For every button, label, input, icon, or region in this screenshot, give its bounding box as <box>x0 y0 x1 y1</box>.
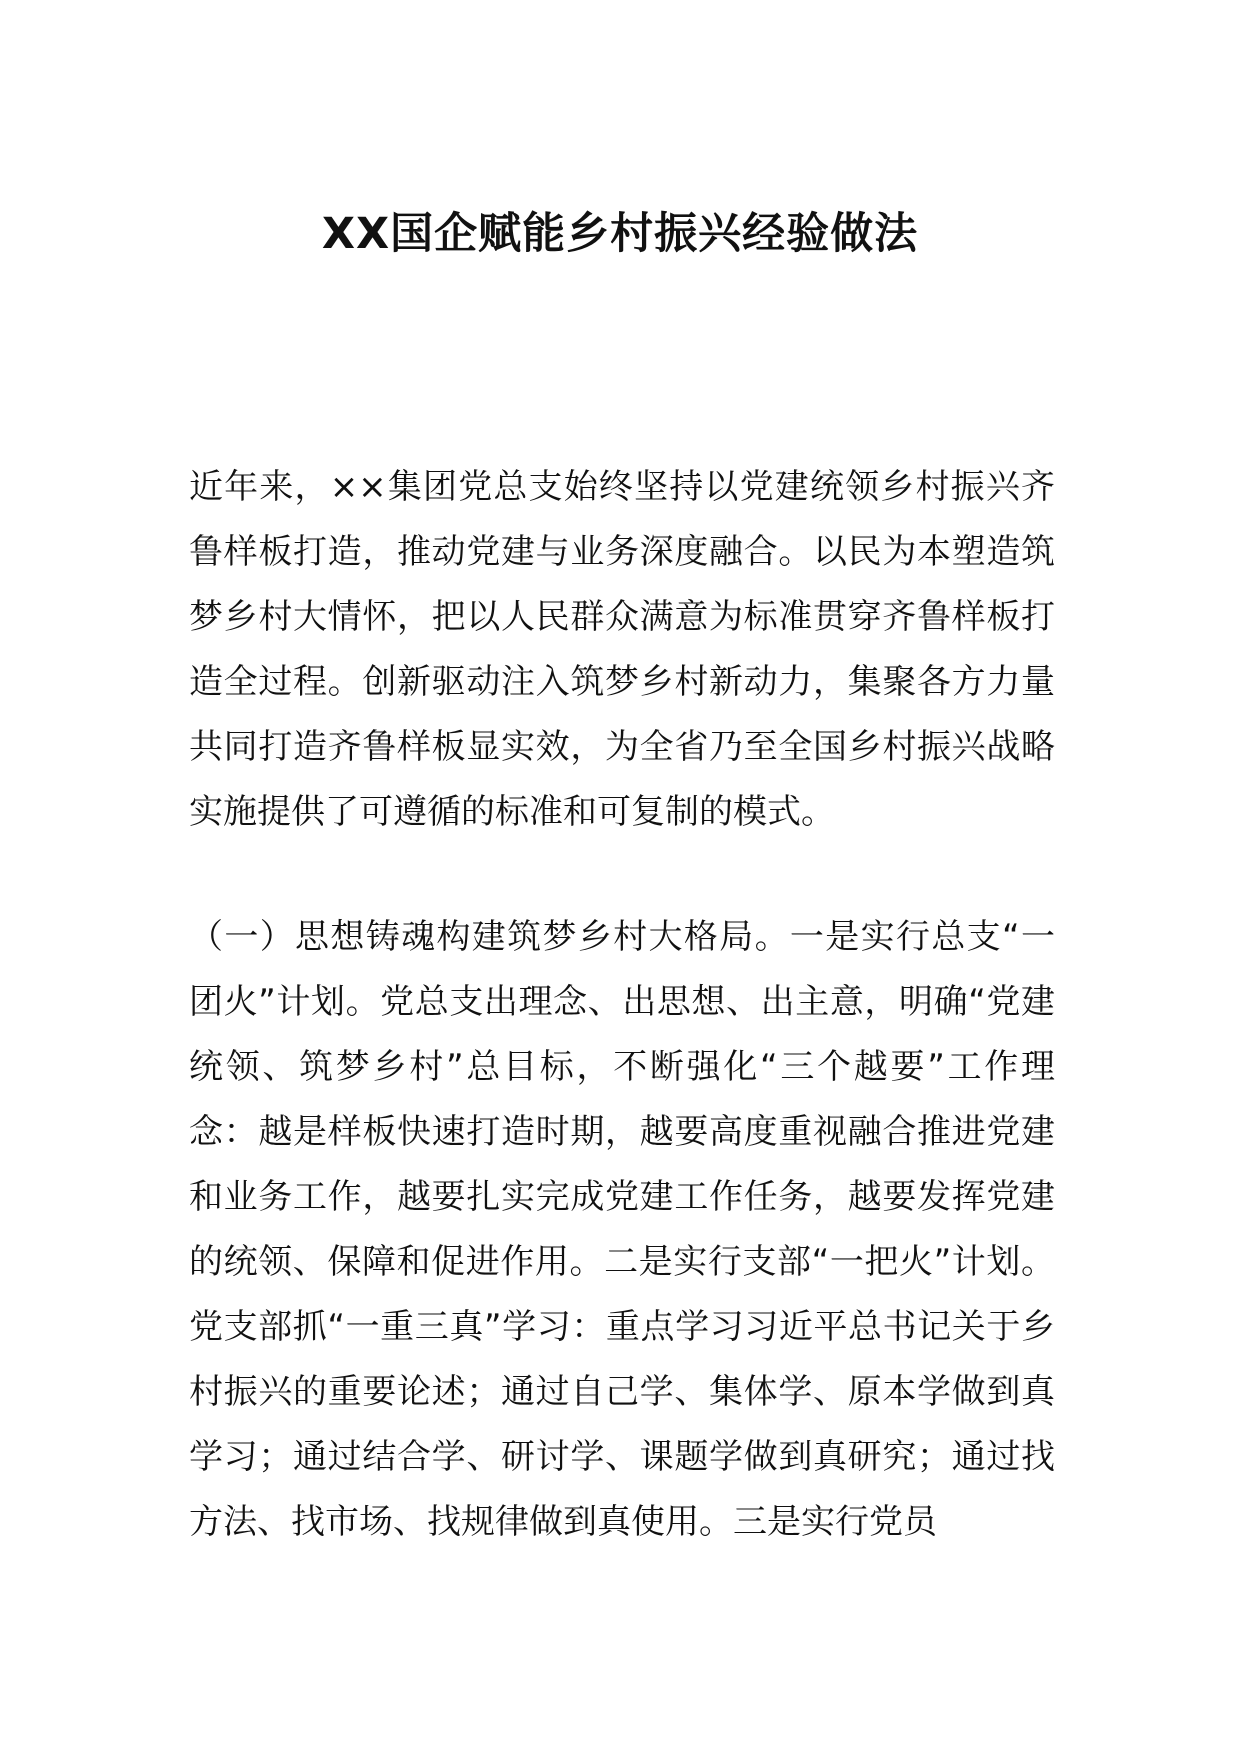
section-one-paragraph: （一）思想铸魂构建筑梦乡村大格局。一是实行总支“一团火”计划。党总支出理念、出思想、出主意，明确“党建统领、筑梦乡村”总目标，不断强化“三个越要”工作理念：越是样板快速打造时期，越要高度重视融合推进党建和业务工作，越要扎实完成党建工作任务，越要发挥党建的统领、保障和促进作用。二是实行支部“一把火”计划。党支部抓“一重三真”学习：重点学习习近平总书记关于乡村振兴的重要论述；通过自己学、集体学、原本学做到真学习；通过结合学、研讨学、课题学做到真研究；通过找方法、找市场、找规律做到真使用。三是实行党员 <box>189 917 1055 1542</box>
document-title: XX国企赋能乡村振兴经验做法 <box>321 209 919 259</box>
intro-paragraph: 近年来，××集团党总支始终坚持以党建统领乡村振兴齐鲁样板打造，推动党建与业务深度融合。以民为本塑造筑梦乡村大情怀，把以人民群众满意为标准贯穿齐鲁样板打造全过程。创新驱动注入筑梦乡村新动力，集聚各方力量共同打造齐鲁样板显实效，为全省乃至全国乡村振兴战略实施提供了可遵循的标准和可复制的模式。 <box>189 467 1055 832</box>
